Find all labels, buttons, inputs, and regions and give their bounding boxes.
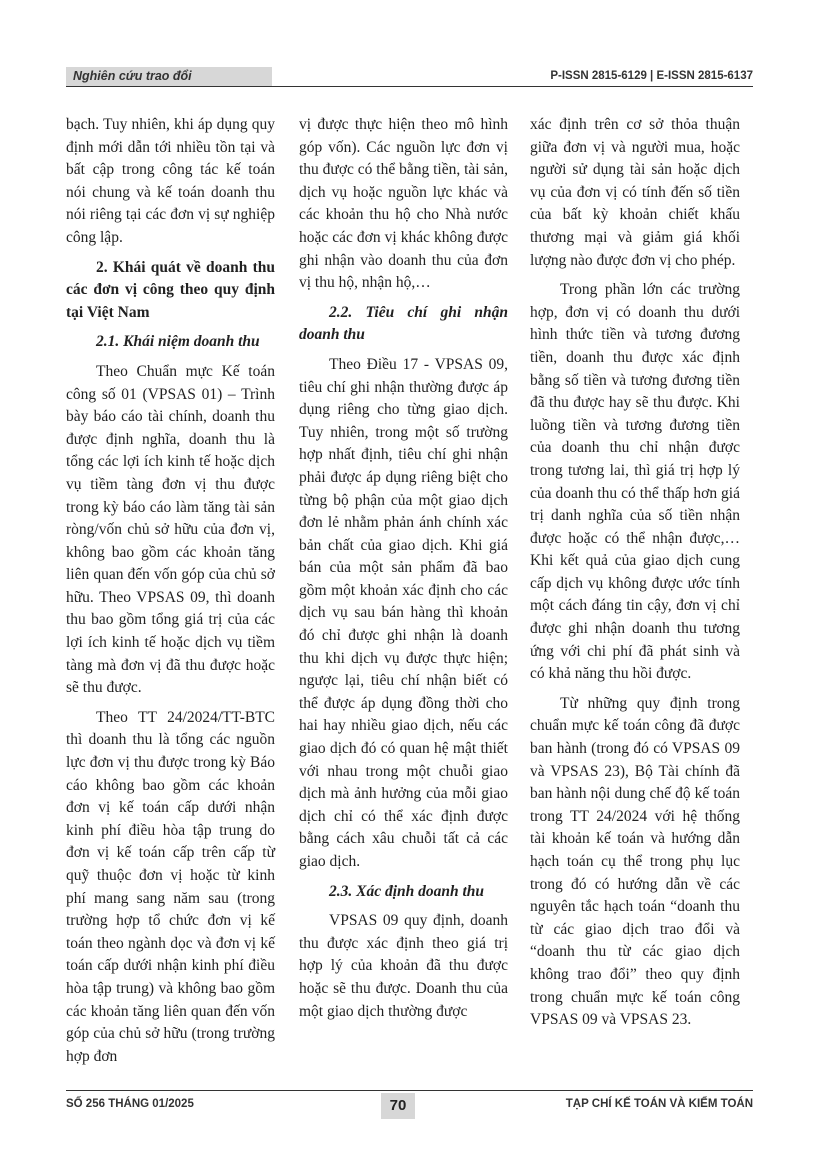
text-column-3 <box>530 114 740 1039</box>
header-divider <box>66 86 753 87</box>
paragraph: Trong phần lớn các trường hợp, đơn vị có doanh thu dưới hình thức tiền và tương đương tiền, doanh thu được xác định bằng số tiền và tương đương tiền đã thu được hay sẽ thu được. Khi luồng tiền và tương đương tiền của doanh thu chỉ nhận được trong tương lai, thì giá trị hợp lý của doanh thu có thể thấp hơn giá trị danh nghĩa của số tiền nhận được hoặc có thể nhận được,… Khi kết quả của giao dịch cung cấp dịch vụ không được ước tính một cách đáng tin cậy, đơn vị chỉ được ghi nhận doanh thu tương ứng với chi phí đã phát sinh và có khả năng thu hồi được. <box>530 281 740 683</box>
footer-issue: SỐ 256 THÁNG 01/2025 <box>66 1098 194 1110</box>
text-column-1 <box>66 114 275 1075</box>
running-header-issn: P-ISSN 2815-6129 | E-ISSN 2815-6137 <box>550 70 753 82</box>
paragraph: Theo Chuẩn mực Kế toán công số 01 (VPSAS 01) – Trình bày báo cáo tài chính, doanh thu được định nghĩa, doanh thu là tổng các lợi ích kinh tế hoặc dịch vụ tiềm tàng đơn vị thu được trong kỳ báo cáo làm tăng tài sản ròng/vốn chủ sở hữu của đơn vị, không bao gồm các khoản tăng liên quan đến vốn góp của chủ sở hữu. Theo VPSAS 09, thì doanh thu bao gồm tổng giá trị của các lợi ích kinh tế hoặc dịch vụ tiềm tàng mà đơn vị đã thu được hoặc sẽ thu được. <box>66 362 275 697</box>
subsection-heading: 2.3. Xác định doanh thu <box>329 882 485 900</box>
paragraph: vị được thực hiện theo mô hình góp vốn). Các nguồn lực đơn vị thu được có thể bằng tiền, tài sản, dịch vụ hoặc nguồn lực khác và các khoản thu hộ cho Nhà nước hoặc các đơn vị khác không được ghi nhận vào doanh thu của đơn vị thu hộ, nhận hộ,… <box>299 116 509 292</box>
paragraph: VPSAS 09 quy định, doanh thu được xác định theo giá trị hợp lý của khoản đã thu được hoặc sẽ thu được. Doanh thu của một giao dịch thường được <box>299 912 508 1020</box>
paragraph: Theo TT 24/2024/TT-BTC thì doanh thu là tổng các nguồn lực đơn vị thu được trong kỳ Báo cáo không bao gồm các khoản đơn vị kế toán cấp dưới nhận kinh phí điều hòa tập trung do đơn vị kế toán cấp trên cấp từ quỹ thuộc đơn vị hoặc từ kinh phí mang sang năm sau (trong trường hợp tổ chức đơn vị kế toán theo ngành dọc và đơn vị kế toán cấp dưới nhận kinh phí điều hòa tập trung) và không bao gồm các khoản tăng liên quan đến vốn góp của chủ sở hữu (trong trường hợp đơn <box>66 708 275 1065</box>
running-header-section: Nghiên cứu trao đổi <box>66 67 272 86</box>
paragraph: Từ những quy định trong chuẩn mực kế toán công đã được ban hành (trong đó có VPSAS 09 và VPSAS 23), Bộ Tài chính đã ban hành nội dung chế độ kế toán trong TT 24/2024 với hệ thống tài khoản kế toán và hướng dẫn hạch toán cụ thể trong phụ lục trong đó có hướng dẫn về các nguyên tắc hạch toán “doanh thu từ các giao dịch trao đổi và “doanh thu từ các giao dịch không trao đổi” theo quy định trong chuẩn mực kế toán công VPSAS 09 và VPSAS 23. <box>530 694 740 1029</box>
subsection-heading: 2.1. Khái niệm doanh thu <box>96 333 260 351</box>
section-heading: 2. Khái quát về doanh thu các đơn vị công theo quy định tại Việt Nam <box>66 258 275 321</box>
subsection-heading: 2.2. Tiêu chí ghi nhận doanh thu <box>299 303 508 344</box>
text-column-2 <box>299 114 508 1030</box>
footer-divider <box>66 1090 753 1091</box>
paragraph: Theo Điều 17 - VPSAS 09, tiêu chí ghi nhận thường được áp dụng riêng cho từng giao dịch. Tuy nhiên, trong một số trường hợp nhất định, tiêu chí ghi nhận phải được áp dụng riêng biệt cho từng bộ phận của một giao dịch đơn lẻ nhằm phản ánh chính xác bản chất của giao dịch. Khi giá bán của một sản phẩm đã bao gồm một khoản xác định cho các dịch vụ sau bán hàng thì khoản đó chỉ được ghi nhận là doanh thu khi dịch vụ được thực hiện; ngược lại, tiêu chí nhận biết có thể được áp dụng đồng thời cho hai hay nhiều giao dịch, nếu các giao dịch đó có quan hệ mật thiết với nhau trong một chuỗi giao dịch mà ảnh hưởng của mỗi giao dịch chỉ có thể xác định được bằng cách xâu chuỗi tất cả các giao dịch. <box>299 355 508 870</box>
paragraph: bạch. Tuy nhiên, khi áp dụng quy định mới dẫn tới nhiều tồn tại và bất cập trong công tác kế toán nói chung và kế toán doanh thu nói riêng tại các đơn vị sự nghiệp công lập. <box>66 116 275 246</box>
footer-journal-title: TẠP CHÍ KẾ TOÁN VÀ KIỂM TOÁN <box>565 1098 753 1110</box>
page-number: 70 <box>381 1093 415 1119</box>
paragraph: xác định trên cơ sở thỏa thuận giữa đơn vị và người mua, hoặc người sử dụng tài sản hoặc dịch vụ của đơn vị có tính đến số tiền của bất kỳ khoản chiết khấu thương mại và giảm giá khối lượng nào được đơn vị cho phép. <box>530 116 740 269</box>
